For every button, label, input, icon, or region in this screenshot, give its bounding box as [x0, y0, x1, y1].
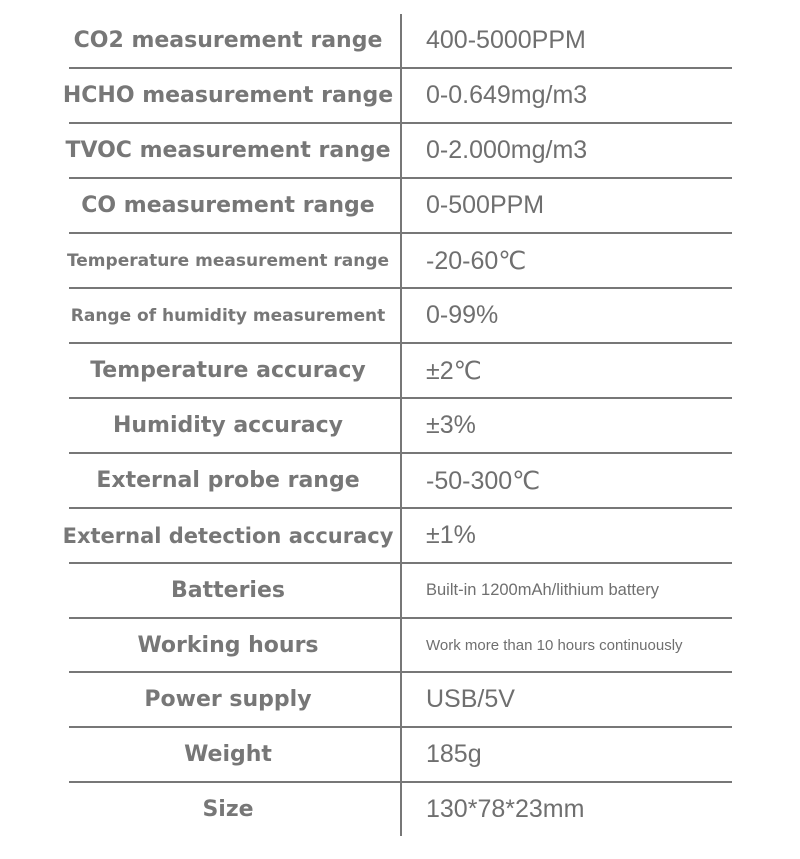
- table-row: [0, 233, 800, 288]
- spec-value: 0-99%: [426, 301, 499, 329]
- table-row: [0, 508, 800, 563]
- spec-value: ±2℃: [426, 356, 482, 385]
- spec-label: TVOC measurement range: [65, 138, 391, 163]
- table-row: [0, 453, 800, 508]
- spec-value: Built-in 1200mAh/lithium battery: [426, 581, 659, 599]
- spec-label: Batteries: [171, 578, 285, 603]
- spec-value: 0-2.000mg/m3: [426, 136, 588, 164]
- table-row: [0, 178, 800, 233]
- spec-value: 130*78*23mm: [426, 795, 585, 823]
- spec-label: Range of humidity measurement: [70, 305, 386, 326]
- spec-label: Working hours: [137, 633, 319, 658]
- table-row: [0, 563, 800, 618]
- spec-label: External detection accuracy: [62, 523, 394, 548]
- spec-label: Humidity accuracy: [112, 413, 343, 438]
- spec-label: Power supply: [144, 687, 312, 712]
- spec-label: Size: [202, 797, 254, 822]
- spec-value: ±1%: [426, 521, 476, 549]
- table-row: [0, 343, 800, 398]
- spec-label: Temperature accuracy: [90, 358, 366, 383]
- table-row: [0, 618, 800, 673]
- spec-label: External probe range: [96, 468, 360, 493]
- table-row: [0, 672, 800, 727]
- table-row: [0, 288, 800, 343]
- spec-label: Temperature measurement range: [66, 250, 390, 271]
- table-row: [0, 782, 800, 837]
- spec-value: -50-300℃: [426, 466, 541, 495]
- table-row: [0, 398, 800, 453]
- table-row: [0, 68, 800, 123]
- spec-label: Weight: [184, 742, 272, 767]
- spec-label: CO measurement range: [81, 193, 375, 218]
- table-row: [0, 727, 800, 782]
- spec-value: ±3%: [426, 411, 476, 439]
- spec-value: 0-0.649mg/m3: [426, 81, 588, 109]
- spec-value: 400-5000PPM: [426, 26, 586, 54]
- spec-value: USB/5V: [426, 685, 515, 713]
- spec-label: HCHO measurement range: [62, 83, 394, 108]
- spec-value: Work more than 10 hours continuously: [426, 637, 683, 654]
- spec-label: CO2 measurement range: [73, 28, 383, 53]
- spec-value: 0-500PPM: [426, 191, 545, 219]
- table-row: [0, 13, 800, 68]
- table-row: [0, 123, 800, 178]
- spec-value: 185g: [426, 740, 482, 768]
- spec-value: -20-60℃: [426, 246, 527, 275]
